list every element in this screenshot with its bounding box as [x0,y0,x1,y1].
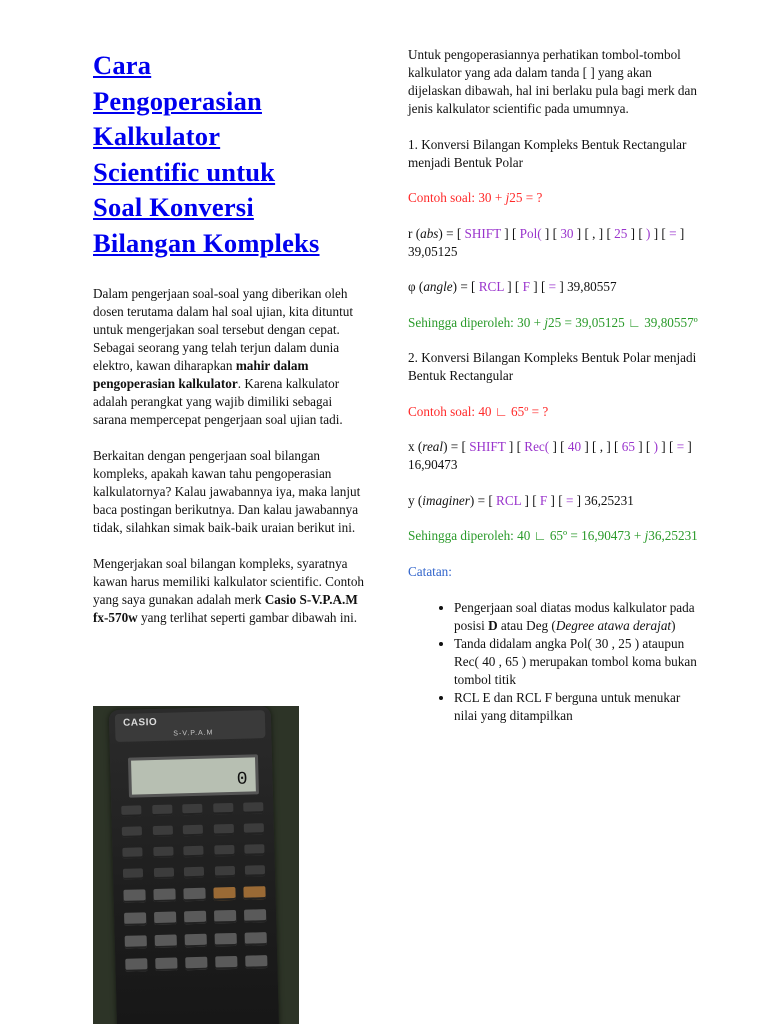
paragraph-instructions: Untuk pengoperasiannya perhatikan tombol-tombol kalkulator yang ada dalam tanda [ ] yang akan dijelaskan dibawah, hal ini berlaku pula bagi merk dan jenis kalkulator scientific pada umumnya. [408,47,697,116]
key-f: F [522,279,530,294]
key [244,844,264,856]
section-1-heading: 1. Konversi Bilangan Kompleks Bentuk Rectangular menjadi Bentuk Polar [408,136,687,170]
title-line[interactable]: Pengoperasian [93,85,262,116]
key [122,826,142,838]
result-1: Sehingga diperoleh: 30 + j25 = 39,05125 ∟ 39,80557º [408,314,698,330]
key [121,805,141,817]
key-equals: = [669,225,677,241]
key [213,824,233,836]
calculator-model-label: S-V.P.A.M [173,729,214,738]
key-shift: SHIFT [464,225,501,241]
key [155,934,177,948]
key [215,956,237,970]
result-value: 39,80557 [567,279,617,294]
key [123,889,145,903]
list-item: • Pengerjaan soal diatas modus kalkulator pada posisi D atau Deg (Degree atawa derajat) [454,599,698,635]
key [184,867,204,879]
key [243,886,265,900]
key [214,910,236,924]
notes-list [408,599,698,725]
section-2-heading: 2. Konversi Bilangan Kompleks Bentuk Polar menjadi Bentuk Rectangular [408,350,697,383]
key [152,805,172,817]
result-value: 39,05125 [408,243,458,259]
key-30: 30 [560,225,574,241]
key [183,846,203,858]
key [153,868,173,880]
title-line[interactable]: Scientific untuk [93,156,276,187]
step-y-imag: y (imaginer) = [ RCL ] [ F ] [ = ] 36,25231 [408,492,634,508]
step-r-abs: r (abs) = [ SHIFT ] [ Pol( ] [ 30 ] [ , ] [ 25 ] [ ) ] [ = ] 39,05125 [408,225,685,259]
key-close-paren: ) [653,439,658,454]
key-equals: = [548,279,557,294]
key-row [122,844,264,859]
result-value: 16,90473 [408,457,458,472]
key [124,912,146,926]
key [152,826,172,838]
notes-heading: Catatan: [408,563,452,579]
calculator-model: Casio S-V.P.A.M fx-570w [93,592,358,625]
key-equals: = [676,439,685,454]
title-link[interactable] [93,50,320,258]
key [183,888,205,902]
key [214,866,234,878]
key [183,825,203,837]
key-row [123,886,265,903]
calculator-display [128,754,259,797]
left-column [93,48,365,629]
key [153,888,175,902]
result-2: Sehingga diperoleh: 40 ∟ 65º = 16,90473 + j36,25231 [408,528,698,543]
calculator-photo [93,706,299,1024]
key [184,911,206,925]
key-f: F [539,492,548,508]
calculator-brand: CASIO [122,716,158,729]
emphasis: mahir dalam pengoperasian kalkulator [93,358,309,391]
title-line[interactable]: Soal Konversi [93,192,254,222]
key-25: 25 [614,225,628,241]
key-40: 40 [567,439,582,454]
key [213,887,235,901]
key-shift: SHIFT [469,439,506,454]
key-row [125,955,267,972]
key [154,911,176,925]
key [243,802,263,814]
key-rcl: RCL [478,279,504,294]
key-close-paren: ) [646,225,651,241]
key-row [125,932,267,949]
key [245,955,267,969]
example-1: Contoh soal: 30 + j25 = ? [408,190,543,205]
key [245,932,267,946]
result-value: 36,25231 [584,492,634,508]
key-row [121,802,263,817]
right-column [408,46,698,725]
key [215,933,237,947]
key-rec: Rec( [524,439,550,454]
post-title[interactable] [93,48,365,261]
example-2: Contoh soal: 40 ∟ 65º = ? [408,403,549,419]
title-line[interactable]: Cara [93,50,152,80]
key [185,957,207,971]
key-rcl: RCL [496,492,522,508]
key [214,845,234,857]
calculator-header [115,710,266,742]
key [122,847,142,859]
key [213,803,233,815]
key-row [124,909,266,926]
key [125,958,147,972]
key-equals: = [565,492,574,508]
key-row [122,823,264,838]
key [155,957,177,971]
paragraph-requirement: Mengerjakan soal bilangan kompleks, syaratnya kawan harus memiliki kalkulator scientific. Contoh yang saya gunakan adalah merk Casio S-V.P.A.M fx-570w yang terlihat seperti gambar dibawah ini. [93,556,365,625]
key [123,868,143,880]
paragraph-question: Berkaitan dengan pengerjaan soal bilangan kompleks, apakah kawan tahu pengoperasian kalkulatornya? Kalau jawabannya iya, maka lanjut baca postingan berikutnya. Dan kalau jawabannya tidak, silahkan simak baik-baik uraian berikut ini. [93,448,361,535]
key-pol: Pol( [519,225,542,241]
title-line[interactable]: Kalkulator [93,121,221,151]
key [125,935,147,949]
key-65: 65 [621,439,635,454]
list-item: • RCL E dan RCL F berguna untuk menukar nilai yang ditampilkan [454,689,698,725]
key [244,823,264,835]
calculator-body [109,706,280,1024]
step-x-real: x (real) = [ SHIFT ] [ Rec( ] [ 40 ] [ , ] [ 65 ] [ ) ] [ = ] 16,90473 [408,439,692,472]
display-value: 0 [236,769,248,790]
key [182,804,202,816]
step-phi-angle: φ (angle) = [ RCL ] [ F ] [ = ] 39,80557 [408,279,617,294]
paragraph-intro: Dalam pengerjaan soal-soal yang diberikan oleh dosen terutama dalam hal soal ujian, kita dituntut untuk mengerjakan soal tersebut dengan cepat. Sebagai seorang yang telah terjun dalam dunia elektro, kawan diharapkan mahir dalam pengoperasian kalkulator. Karena kalkulator adalah perangkat yang wajib dimiliki sebagai sarana mempercepat pengerjaan soal ujian tadi. [93,286,354,427]
key [244,909,266,923]
key [185,934,207,948]
title-line[interactable]: Bilangan Kompleks [93,227,320,258]
key-row [123,865,265,880]
key [245,865,265,877]
list-item: • Tanda didalam angka Pol( 30 , 25 ) ataupun Rec( 40 , 65 ) merupakan tombol koma bukan tombol titik [454,635,698,689]
key [153,847,173,859]
calculator-keypad [121,802,268,982]
